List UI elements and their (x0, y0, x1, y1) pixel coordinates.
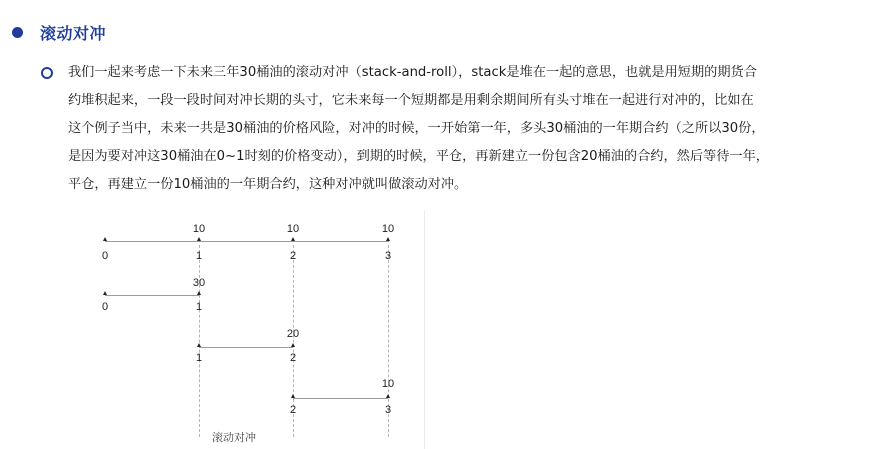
contract-amount: 30 (192, 277, 206, 289)
tick-mark (197, 237, 201, 241)
contract-line-3 (293, 398, 388, 399)
contract-line-2 (199, 347, 293, 348)
contract-start-label: 0 (101, 301, 109, 313)
section-heading (12, 19, 106, 45)
contract-start-label: 2 (289, 404, 297, 416)
timeline-amount: 10 (192, 223, 206, 235)
contract-end-label: 1 (195, 301, 203, 313)
time-point-label: 1 (195, 250, 203, 262)
paragraph-line: 这个例子当中，未来一共是30桶油的价格风险，对冲的时候，一开始第一年，多头30桶油的一年期合约（之所以30份， (68, 121, 765, 136)
tick-mark (103, 237, 107, 241)
tick-mark (103, 291, 107, 295)
contract-end-label: 3 (384, 404, 392, 416)
body-paragraph (68, 59, 883, 199)
time-point-label: 0 (101, 250, 109, 262)
time-point-label: 2 (289, 250, 297, 262)
timeline-line (105, 241, 389, 242)
time-point-label: 3 (384, 250, 392, 262)
tick-mark (197, 343, 201, 347)
tick-mark (291, 343, 295, 347)
heading-bullet-icon (12, 27, 23, 38)
diagram-caption: 滚动对冲 (212, 431, 256, 444)
tick-mark (386, 237, 390, 241)
section-title: 滚动对冲 (40, 23, 107, 43)
paragraph-line: 我们一起来考虑一下未来三年30桶油的滚动对冲（stack-and-roll），stack是堆在一起的意思，也就是用短期的期货合 (68, 65, 757, 80)
timeline-amount: 10 (286, 223, 300, 235)
contract-amount: 20 (286, 328, 300, 340)
tick-mark (291, 237, 295, 241)
tick-mark (197, 291, 201, 295)
contract-amount: 10 (381, 378, 395, 390)
contract-start-label: 1 (195, 352, 203, 364)
stack-and-roll-diagram (100, 215, 430, 449)
tick-mark (386, 394, 390, 398)
guide-line-t1 (199, 245, 200, 437)
tick-mark (291, 394, 295, 398)
paragraph-bullet-icon (41, 67, 53, 79)
contract-line-1 (105, 295, 199, 296)
timeline-amount: 10 (381, 223, 395, 235)
paragraph-line: 平仓，再建立一份10桶油的一年期合约，这种对冲就叫做滚动对冲。 (68, 177, 468, 192)
paragraph-line: 约堆积起来，一段一段时间对冲长期的头寸，它未来每一个短期都是用剩余期间所有头寸堆在一起进行对冲的，比如在 (68, 93, 754, 108)
paragraph-line: 是因为要对冲这30桶油在0~1时刻的价格变动），到期的时候，平仓，再新建立一份包含20桶油的合约，然后等待一年， (68, 149, 769, 164)
contract-end-label: 2 (289, 352, 297, 364)
